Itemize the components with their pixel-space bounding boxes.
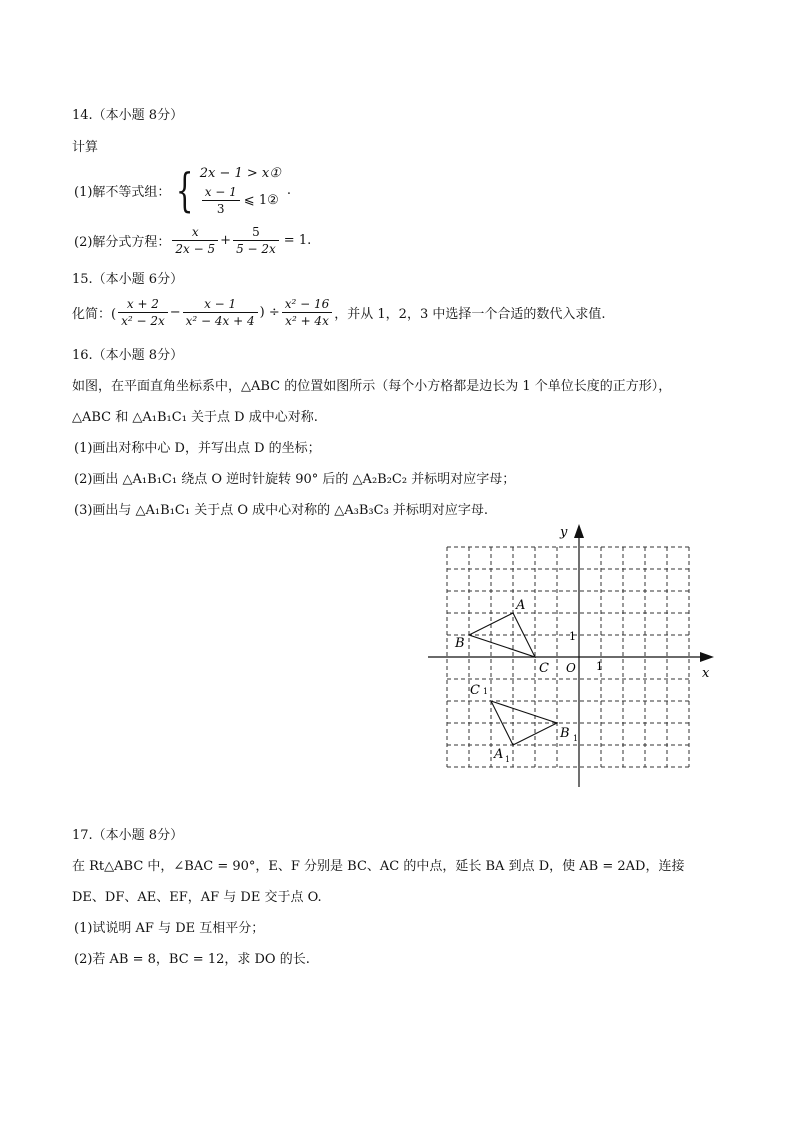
y-tick-1-label: 1 <box>569 630 576 643</box>
y-axis-arrow-icon <box>574 524 584 538</box>
q14-eq-rest: = 1. <box>283 233 312 248</box>
y-axis-label: y <box>560 525 568 540</box>
q14-eq-plus: + <box>220 233 232 248</box>
q14-part2-label: (2)解分式方程： <box>74 235 171 250</box>
q17-line1: 在 Rt△ABC 中，∠BAC = 90°，E、F 分别是 BC、AC 的中点，延长 BA 到点 D，使 AB = 2AD，连接 <box>72 859 685 874</box>
point-b1-label: B <box>560 726 570 741</box>
point-a1-subscript: 1 <box>505 755 511 764</box>
q17-part1: (1)试说明 AF 与 DE 互相平分； <box>74 921 265 936</box>
x-axis-arrow-icon <box>700 652 714 662</box>
q16-line1: 如图，在平面直角坐标系中，△ABC 的位置如图所示（每个小方格都是边长为 1 个单位长度的正方形）， <box>72 379 672 394</box>
point-b-label: B <box>455 636 465 651</box>
coordinate-grid-figure <box>420 520 720 795</box>
q15-frac3: $\frac{\text{x² − 16}}{\text{x² + 4x}}$ <box>282 296 333 329</box>
q15-tail: ，并从 1，2，3 中选择一个合适的数代入求值. <box>334 307 606 322</box>
point-c1-subscript: 1 <box>483 687 489 696</box>
q15-label: 化简：( <box>72 307 117 322</box>
q14-part1-label: (1)解不等式组： <box>74 184 171 200</box>
q14-intro: 计算 <box>72 140 99 155</box>
q15-div: ) ÷ <box>259 305 280 320</box>
q16-part2: (2)画出 △A₁B₁C₁ 绕点 O 逆时针旋转 90° 后的 △A₂B₂C₂ 并标明对应字母； <box>74 472 516 487</box>
point-c-label: C <box>539 661 549 676</box>
q17-part2: (2)若 AB = 8，BC = 12，求 DO 的长. <box>74 952 310 967</box>
q16-part1: (1)画出对称中心 D，并写出点 D 的坐标； <box>74 441 321 456</box>
q15-frac1: $\frac{x + 2}{\text{x² − 2x}}$ <box>118 296 168 329</box>
q14-ineq2-rest: ⩽ 1② <box>243 192 279 208</box>
q15-expression <box>72 296 606 329</box>
q14-header: 14.（本小题 8分） <box>72 108 184 123</box>
q14-ineq1: 2x − 1 > x① <box>199 165 281 181</box>
q15-header: 15.（本小题 6分） <box>72 272 184 287</box>
q16-part3: (3)画出与 △A₁B₁C₁ 关于点 O 成中心对称的 △A₃B₃C₃ 并标明对应字母. <box>74 503 489 518</box>
q15-minus: − <box>169 305 181 320</box>
point-b1-subscript: 1 <box>573 734 579 743</box>
point-a1-label: A <box>494 747 504 762</box>
q14-eq-frac1: $\frac{x}{2x - 5}$ <box>172 224 218 257</box>
q16-header: 16.（本小题 8分） <box>72 348 184 363</box>
point-c1-label: C <box>470 683 480 698</box>
point-a-label: A <box>516 598 526 613</box>
q17-header: 17.（本小题 8分） <box>72 828 184 843</box>
q16-line2: △ABC 和 △A₁B₁C₁ 关于点 D 成中心对称. <box>72 410 318 425</box>
q15-frac2: $\frac{x - 1}{\text{x² − 4x + 4}}$ <box>183 296 258 329</box>
brace-icon: { <box>176 163 194 217</box>
q14-part1-end: . <box>286 182 292 198</box>
q14-part2 <box>74 224 311 257</box>
origin-label: O <box>566 661 576 675</box>
q14-ineq2-frac: $\frac{x - 1}{3}$ <box>202 184 240 217</box>
q14-eq-frac2: $\frac{5}{5 - 2x}$ <box>233 224 279 257</box>
q17-line2: DE、DF、AE、EF，AF 与 DE 交于点 O. <box>72 890 322 905</box>
x-axis-label: x <box>702 666 710 681</box>
q14-part1 <box>74 160 291 220</box>
x-tick-1-label: 1 <box>596 660 603 673</box>
